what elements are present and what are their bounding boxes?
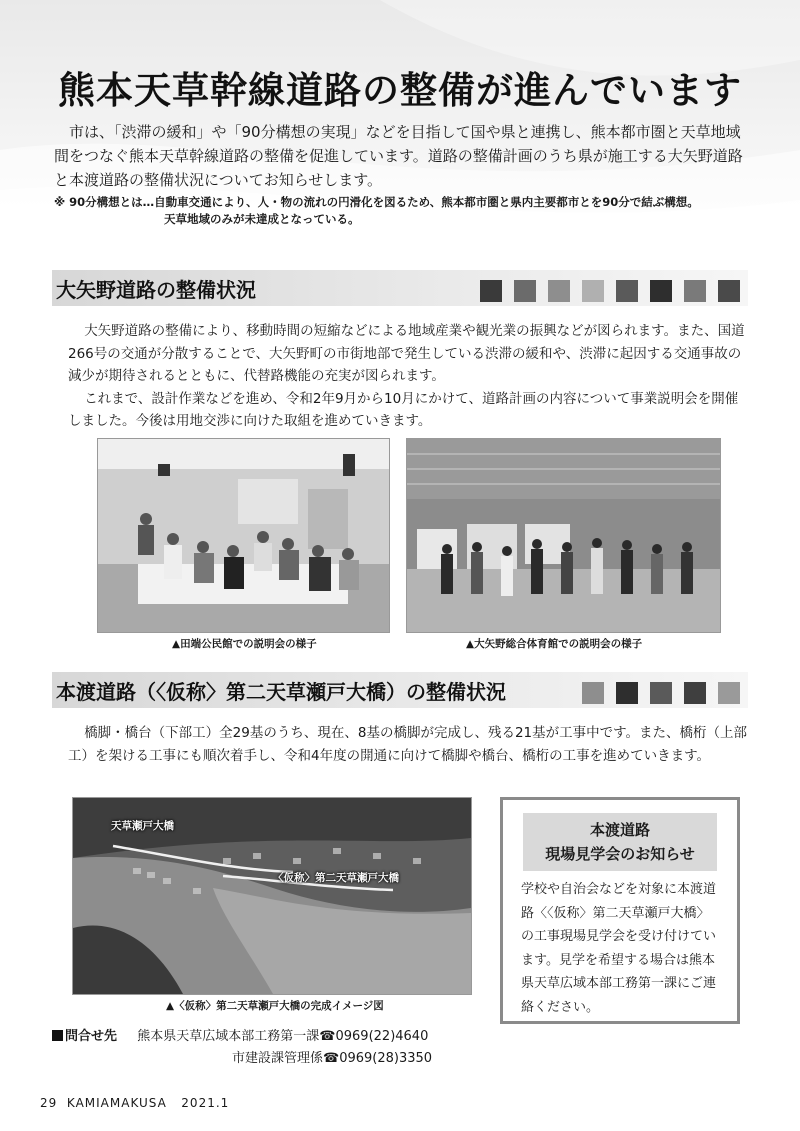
contact-line-1: 熊本県天草広域本部工務第一課☎0969(22)4640 bbox=[137, 1029, 429, 1044]
decorative-squares bbox=[582, 682, 740, 704]
square-bullet-icon bbox=[52, 1030, 63, 1041]
decorative-square bbox=[718, 682, 740, 704]
decorative-square bbox=[582, 280, 604, 302]
section-header-hondo bbox=[52, 672, 748, 708]
contact-info bbox=[52, 1026, 432, 1070]
site-tour-title-line-2: 現場見学会のお知らせ bbox=[545, 845, 695, 863]
decorative-square bbox=[616, 280, 638, 302]
oyano-paragraph-2: これまで、設計作業などを進め、令和2年9月から10月にかけて、道路計画の内容について事業説明会を開催しました。今後は用地交渉に向けた取組を進めていきます。 bbox=[68, 390, 739, 429]
photo-caption-tabata: ▲田端公民館での説明会の様子 bbox=[172, 638, 317, 650]
section-header-oyano bbox=[52, 270, 748, 306]
decorative-square bbox=[616, 682, 638, 704]
decorative-square bbox=[684, 682, 706, 704]
decorative-square bbox=[514, 280, 536, 302]
section-hondo-body bbox=[68, 722, 748, 767]
note-line-2: 天草地域のみが未達成となっている。 bbox=[164, 212, 360, 226]
decorative-squares bbox=[480, 280, 740, 302]
intro-note bbox=[54, 194, 754, 228]
page-footer bbox=[40, 1096, 229, 1110]
hondo-paragraph-1: 橋脚・橋台（下部工）全29基のうち、現在、8基の橋脚が完成し、残る21基が工事中です。また、橋桁（上部工）を架ける工事にも順次着手し、令和4年度の開通に向けて橋脚や橋台、橋桁の工事を進めていきます。 bbox=[68, 725, 748, 764]
decorative-square bbox=[650, 682, 672, 704]
site-tour-notice-title bbox=[523, 813, 717, 871]
decorative-square bbox=[650, 280, 672, 302]
map-label-amakusa-seto-bridge: 天草瀬戸大橋 bbox=[111, 820, 174, 832]
section-title-hondo: 本渡道路（〈仮称〉第二天草瀬戸大橋）の整備状況 bbox=[56, 680, 506, 704]
magazine-name: KAMIAMAKUSA bbox=[66, 1096, 167, 1110]
decorative-square bbox=[548, 280, 570, 302]
photo-bridge-rendering bbox=[72, 797, 472, 995]
issue-date: 2021.1 bbox=[181, 1096, 230, 1110]
photo-caption-oyano-gym: ▲大矢野総合体育館での説明会の様子 bbox=[466, 638, 643, 650]
oyano-paragraph-1: 大矢野道路の整備により、移動時間の短縮などによる地域産業や観光業の振興などが図られます。また、国道266号の交通が分散することで、大矢野町の市街地部で発生している渋滞の緩和や、渋滞に起因する交通事故の減少が期待されるとともに、代替路機能の充実が図られます。 bbox=[68, 323, 745, 384]
decorative-square bbox=[582, 682, 604, 704]
photo-oyano-gym-meeting bbox=[406, 438, 721, 633]
contact-label: 問合せ先 bbox=[65, 1029, 118, 1044]
photo-caption-bridge: ▲〈仮称〉第二天草瀬戸大橋の完成イメージ図 bbox=[166, 1000, 384, 1012]
contact-line-2: 市建設課管理係☎0969(28)3350 bbox=[232, 1051, 433, 1066]
photo-tabata-hall-meeting bbox=[97, 438, 390, 633]
site-tour-notice-body: 学校や自治会などを対象に本渡道路〈〈仮称〉第二天草瀬戸大橋〉の工事現場見学会を受け付けています。見学を希望する場合は熊本県天草広域本部工務第一課にご連絡ください。 bbox=[521, 882, 717, 1015]
site-tour-notice-box bbox=[500, 797, 740, 1024]
page-number: 29 bbox=[40, 1096, 58, 1110]
decorative-square bbox=[684, 280, 706, 302]
section-title-oyano: 大矢野道路の整備状況 bbox=[56, 278, 256, 302]
note-line-1: ※ 90分構想とは…自動車交通により、人・物の流れの円滑化を図るため、熊本都市圏と県内主要都市とを90分で結ぶ構想。 bbox=[54, 195, 699, 209]
page-title: 熊本天草幹線道路の整備が進んでいます bbox=[58, 69, 742, 112]
decorative-square bbox=[480, 280, 502, 302]
map-label-second-bridge: 〈仮称〉第二天草瀬戸大橋 bbox=[273, 872, 399, 884]
section-oyano-body bbox=[68, 320, 748, 433]
intro-paragraph: 市は、「渋滞の緩和」や「90分構想の実現」などを目指して国や県と連携し、熊本都市圏と天草地域間をつなぐ熊本天草幹線道路の整備を促進しています。道路の整備計画のうち県が施工する大矢野道路と本渡道路の整備状況についてお知らせします。 bbox=[54, 123, 743, 189]
site-tour-title-line-1: 本渡道路 bbox=[589, 821, 650, 839]
decorative-square bbox=[718, 280, 740, 302]
